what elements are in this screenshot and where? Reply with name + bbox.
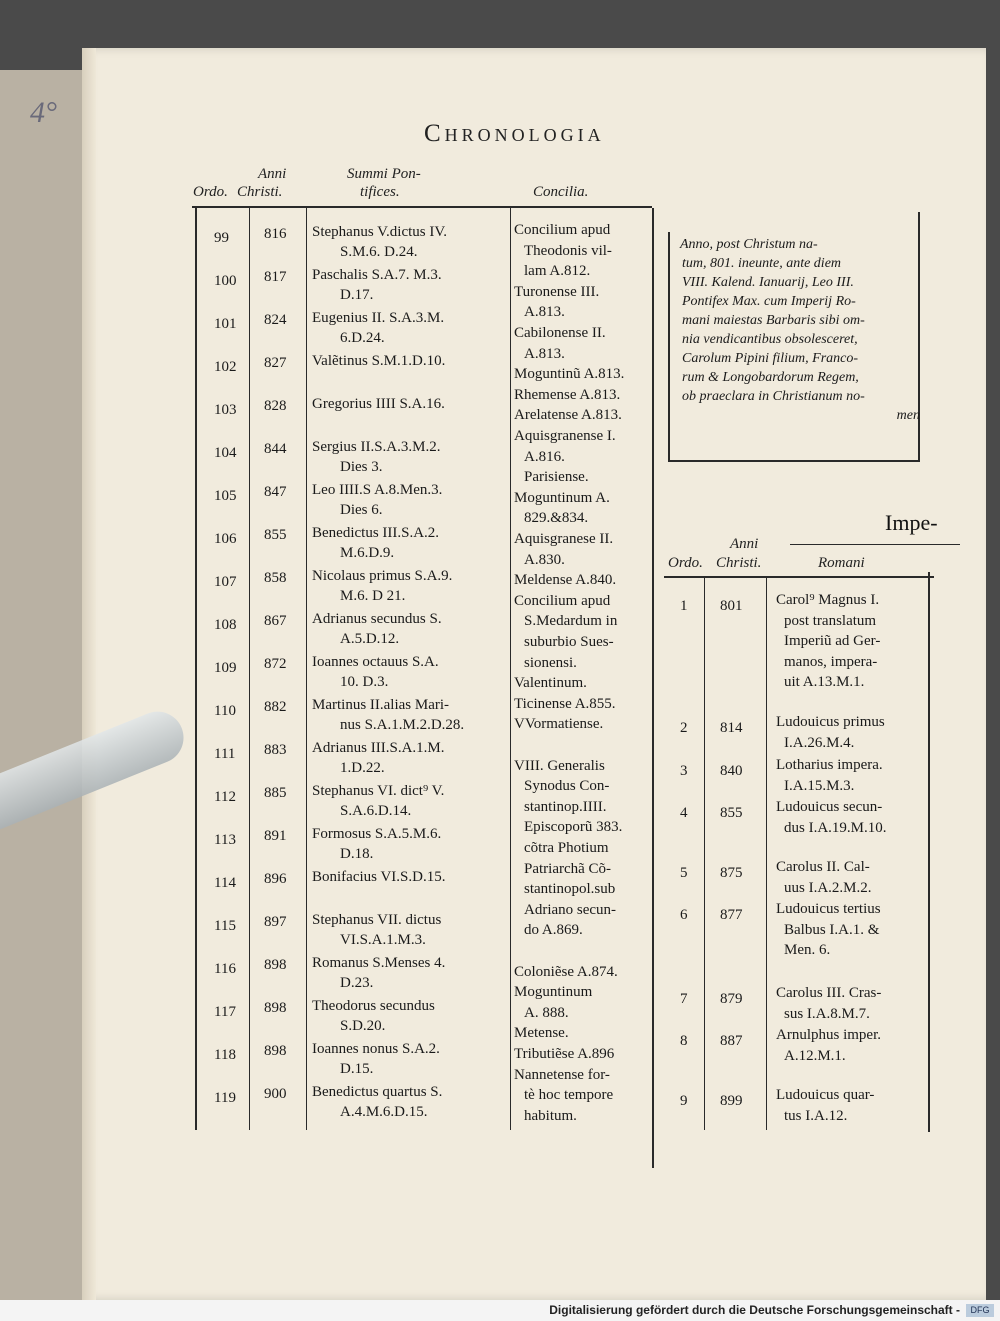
pope-ordo: 116 <box>214 961 236 977</box>
pope-ordo: 107 <box>214 574 237 590</box>
emperor-year: 879 <box>720 991 743 1007</box>
catchword-rule <box>790 544 960 545</box>
pope-reign: Dies 6. <box>340 502 383 518</box>
emperor-ordo: 7 <box>680 991 688 1007</box>
column-divider <box>652 208 654 1168</box>
pope-ordo: 112 <box>214 789 236 805</box>
pope-reign: nus S.A.1.M.2.D.28. <box>340 717 465 733</box>
pope-reign: A.4.M.6.D.15. <box>340 1104 428 1120</box>
pope-name: Ioannes octauus S.A. <box>312 654 439 670</box>
council-line: sionensi. <box>524 654 577 671</box>
header-anni: Anni <box>258 166 287 182</box>
council-line: stantinop.IIII. <box>524 798 607 815</box>
council-line: A.813. <box>524 345 565 362</box>
pope-year: 896 <box>264 871 287 887</box>
pope-ordo: 99 <box>214 230 229 246</box>
emperor-ordo: 3 <box>680 763 688 779</box>
pope-ordo: 101 <box>214 316 237 332</box>
header-ordo: Ordo. <box>193 184 228 200</box>
council-line: Aquisgranense I. <box>514 428 616 444</box>
note-line: nia vendicantibus obsolesceret, <box>682 332 858 347</box>
header-concilia: Concilia. <box>533 184 589 200</box>
emperor-line: uus I.A.2.M.2. <box>784 879 872 896</box>
pope-name: Bonifacius VI.S.D.15. <box>312 869 446 885</box>
council-line: Metense. <box>514 1025 569 1042</box>
pope-ordo: 114 <box>214 875 236 891</box>
pope-name: Adrianus III.S.A.1.M. <box>312 740 445 756</box>
pope-name: Romanus S.Menses 4. <box>312 955 446 971</box>
emperor-line: Balbus I.A.1. & <box>784 921 880 938</box>
left-table-border <box>195 208 197 1130</box>
pope-year: 817 <box>264 269 287 285</box>
pope-year: 900 <box>264 1086 287 1102</box>
pope-year: 898 <box>264 957 287 973</box>
council-line: Concilium apud <box>514 222 611 238</box>
header-ordo-right: Ordo. <box>668 555 703 571</box>
council-line: VVormatiense. <box>514 716 604 733</box>
pope-name: Nicolaus primus S.A.9. <box>312 568 453 584</box>
pope-reign: S.D.20. <box>340 1018 386 1034</box>
pope-year: 872 <box>264 656 287 672</box>
pope-reign: VI.S.A.1.M.3. <box>340 932 426 948</box>
note-line: Carolum Pipini filium, Franco- <box>682 351 859 366</box>
emperor-ordo: 8 <box>680 1033 688 1049</box>
pope-ordo: 104 <box>214 445 237 461</box>
council-line: lam A.812. <box>524 263 591 280</box>
pope-year: 847 <box>264 484 287 500</box>
emperor-line: post translatum <box>784 612 877 629</box>
pope-ordo: 100 <box>214 273 237 289</box>
emperor-line: Lotharius impera. <box>776 757 883 773</box>
emperor-line: sus I.A.8.M.7. <box>784 1005 870 1022</box>
pope-ordo: 118 <box>214 1047 236 1063</box>
pope-ordo: 108 <box>214 617 237 633</box>
emperor-year: 801 <box>720 598 743 614</box>
pope-ordo: 109 <box>214 660 237 676</box>
emperor-line: Ludouicus primus <box>776 714 885 730</box>
council-line: stantinopol.sub <box>524 881 616 898</box>
column-divider <box>306 208 307 1130</box>
note-line: Pontifex Max. cum Imperij Ro- <box>682 294 856 309</box>
column-divider <box>510 208 511 1130</box>
pope-name: Theodorus secundus <box>312 998 435 1014</box>
note-line: VIII. Kalend. Ianuarij, Leo III. <box>682 275 854 290</box>
pope-name: Valẽtinus S.M.1.D.10. <box>312 353 446 369</box>
pope-name: Gregorius IIII S.A.16. <box>312 396 445 412</box>
pope-year: 897 <box>264 914 287 930</box>
pope-ordo: 110 <box>214 703 236 719</box>
emperor-ordo: 6 <box>680 907 688 923</box>
pope-year: 844 <box>264 441 287 457</box>
pope-name: Stephanus VII. dictus <box>312 912 442 928</box>
pope-reign: M.6.D.9. <box>340 545 395 561</box>
council-line: Parisiense. <box>524 469 589 486</box>
pope-ordo: 106 <box>214 531 237 547</box>
shelf-mark: 4° <box>30 96 57 129</box>
emperor-line: Ludouicus quar- <box>776 1087 875 1103</box>
emperor-line: Men. 6. <box>784 942 831 958</box>
pope-ordo: 117 <box>214 1004 236 1020</box>
pope-reign: 6.D.24. <box>340 330 385 346</box>
council-line: A.813. <box>524 304 565 321</box>
pope-name: Sergius II.S.A.3.M.2. <box>312 439 441 455</box>
emperor-line: Ludouicus secun- <box>776 799 883 815</box>
council-line: Turonense III. <box>514 283 600 300</box>
pope-ordo: 111 <box>214 746 236 762</box>
pope-name: Formosus S.A.5.M.6. <box>312 826 442 842</box>
pope-year: 883 <box>264 742 287 758</box>
pope-name: Martinus II.alias Mari- <box>312 697 450 713</box>
emperor-year: 899 <box>720 1093 743 1109</box>
council-line: Synodus Con- <box>524 778 610 795</box>
pope-name: Stephanus V.dictus IV. <box>312 224 448 240</box>
pope-name: Benedictus III.S.A.2. <box>312 525 440 541</box>
pope-year: 855 <box>264 527 287 543</box>
note-line: mani maiestas Barbaris sibi om- <box>682 313 865 328</box>
emperor-year: 840 <box>720 763 743 779</box>
pope-reign: A.5.D.12. <box>340 631 400 647</box>
header-christi-right: Christi. <box>716 555 762 571</box>
note-line: men <box>896 408 920 423</box>
pope-year: 898 <box>264 1000 287 1016</box>
council-line: Adriano secun- <box>524 901 617 918</box>
pope-year: 885 <box>264 785 287 801</box>
pope-reign: Dies 3. <box>340 459 383 475</box>
pope-year: 828 <box>264 398 287 414</box>
pope-name: Benedictus quartus S. <box>312 1084 443 1100</box>
council-line: Moguntinum <box>514 984 593 1001</box>
pope-name: Paschalis S.A.7. M.3. <box>312 267 442 283</box>
emperor-line: Carolus III. Cras- <box>776 985 882 1001</box>
pope-reign: 1.D.22. <box>340 760 385 776</box>
council-line: habitum. <box>524 1107 577 1124</box>
emperor-line: uit A.13.M.1. <box>784 674 865 690</box>
emperor-line: A.12.M.1. <box>784 1047 846 1064</box>
council-line: Theodonis vil- <box>524 242 612 259</box>
footer-bar <box>0 1300 1000 1321</box>
historical-note <box>680 235 920 425</box>
emperor-ordo: 4 <box>680 805 688 821</box>
pope-year: 824 <box>264 312 287 328</box>
emperor-ordo: 2 <box>680 720 688 736</box>
right-table-border <box>928 572 930 1132</box>
council-line: Ticinense A.855. <box>514 695 616 712</box>
council-line: VIII. Generalis <box>514 757 605 774</box>
council-line: Moguntinum A. <box>514 489 610 506</box>
emperor-year: 875 <box>720 865 743 881</box>
note-box-border <box>668 460 920 462</box>
pope-name: Eugenius II. S.A.3.M. <box>312 310 445 326</box>
council-line: Episcoporũ 383. <box>524 819 623 836</box>
council-line: A. 888. <box>524 1004 569 1021</box>
pope-name: Stephanus VI. dict⁹ V. <box>312 783 445 799</box>
left-table-top-rule <box>192 206 652 208</box>
pope-year: 858 <box>264 570 287 586</box>
column-divider <box>766 578 767 1130</box>
pope-ordo: 102 <box>214 359 237 375</box>
pope-reign: D.23. <box>340 975 374 991</box>
header-summi: Summi Pon- <box>347 166 421 182</box>
emperor-line: Imperiũ ad Ger- <box>784 633 881 649</box>
emperor-year: 887 <box>720 1033 743 1049</box>
council-line: Valentinum. <box>514 675 587 692</box>
pope-reign: D.15. <box>340 1061 374 1077</box>
note-box-border <box>668 232 670 460</box>
emperor-year: 855 <box>720 805 743 821</box>
header-romani: Romani <box>818 555 865 571</box>
emperor-line: Carolus II. Cal- <box>776 859 870 875</box>
council-line: 829.&834. <box>524 510 589 527</box>
note-line: Anno, post Christum na- <box>680 237 818 252</box>
council-line: A.830. <box>524 551 565 568</box>
page-header: Chronologia <box>424 120 605 147</box>
emperor-line: I.A.26.M.4. <box>784 734 855 751</box>
pope-ordo: 115 <box>214 918 236 934</box>
council-line: Moguntinũ A.813. <box>514 366 625 383</box>
header-pontifices: tifices. <box>360 184 400 200</box>
header-christi: Christi. <box>237 184 283 200</box>
emperor-ordo: 1 <box>680 598 688 614</box>
emperor-line: tus I.A.12. <box>784 1107 848 1124</box>
pope-reign: S.A.6.D.14. <box>340 803 412 819</box>
pope-reign: 10. D.3. <box>340 674 389 690</box>
council-line: Cabilonense II. <box>514 325 606 341</box>
council-line: cõtra Photium <box>524 840 609 856</box>
emperor-line: I.A.15.M.3. <box>784 777 855 794</box>
pope-name: Ioannes nonus S.A.2. <box>312 1041 440 1057</box>
emperor-year: 877 <box>720 907 743 923</box>
pope-reign: M.6. D 21. <box>340 588 406 604</box>
pope-ordo: 105 <box>214 488 237 504</box>
pope-reign: S.M.6. D.24. <box>340 244 418 260</box>
emperor-year: 814 <box>720 720 743 736</box>
council-line: Tributiẽse A.896 <box>514 1046 615 1062</box>
pope-year: 882 <box>264 699 287 715</box>
dfg-logo: DFG <box>966 1304 994 1317</box>
pope-year: 898 <box>264 1043 287 1059</box>
pope-reign: D.18. <box>340 846 374 862</box>
council-line: Rhemense A.813. <box>514 386 621 403</box>
council-line: Meldense A.840. <box>514 572 617 589</box>
note-line: rum & Longobardorum Regem, <box>682 370 859 385</box>
council-line: Concilium apud <box>514 592 611 609</box>
pope-year: 891 <box>264 828 287 844</box>
pope-year: 816 <box>264 226 287 242</box>
note-line: tum, 801. ineunte, ante diem <box>682 256 842 271</box>
pope-name: Leo IIII.S A.8.Men.3. <box>312 482 443 498</box>
council-line: Arelatense A.813. <box>514 407 622 424</box>
catchword: Impe- <box>885 510 938 535</box>
council-line: tè hoc tempore <box>524 1087 614 1104</box>
pope-ordo: 103 <box>214 402 237 418</box>
council-line: Coloniẽse A.874. <box>514 963 618 980</box>
pope-name: Adrianus secundus S. <box>312 611 442 627</box>
council-line: do A.869. <box>524 922 583 939</box>
pope-ordo: 119 <box>214 1090 236 1106</box>
emperor-line: Arnulphus imper. <box>776 1027 881 1043</box>
emperor-line: dus I.A.19.M.10. <box>784 819 887 836</box>
council-line: Nannetense for- <box>514 1066 610 1083</box>
pope-ordo: 113 <box>214 832 236 848</box>
emperor-line: Carol⁹ Magnus I. <box>776 592 880 608</box>
emperor-ordo: 5 <box>680 865 688 881</box>
council-line: Patriarchã Cõ- <box>524 860 612 877</box>
emperor-line: manos, impera- <box>784 653 878 670</box>
council-line: suburbio Sues- <box>524 634 614 650</box>
council-line: S.Medardum in <box>524 613 618 630</box>
footer-credit: Digitalisierung gefördert durch die Deutsche Forschungsgemeinschaft - <box>549 1303 960 1317</box>
emperor-ordo: 9 <box>680 1093 688 1109</box>
pope-year: 827 <box>264 355 287 371</box>
pope-year: 867 <box>264 613 287 629</box>
pope-reign: D.17. <box>340 287 374 303</box>
emperor-line: Ludouicus tertius <box>776 901 881 917</box>
council-line: Aquisgranese II. <box>514 531 614 547</box>
column-divider <box>249 208 250 1130</box>
page-edge <box>82 48 96 1300</box>
note-line: ob praeclara in Christianum no- <box>682 389 865 404</box>
header-anni-right: Anni <box>730 536 759 552</box>
council-line: A.816. <box>524 448 565 465</box>
column-divider <box>704 578 705 1130</box>
